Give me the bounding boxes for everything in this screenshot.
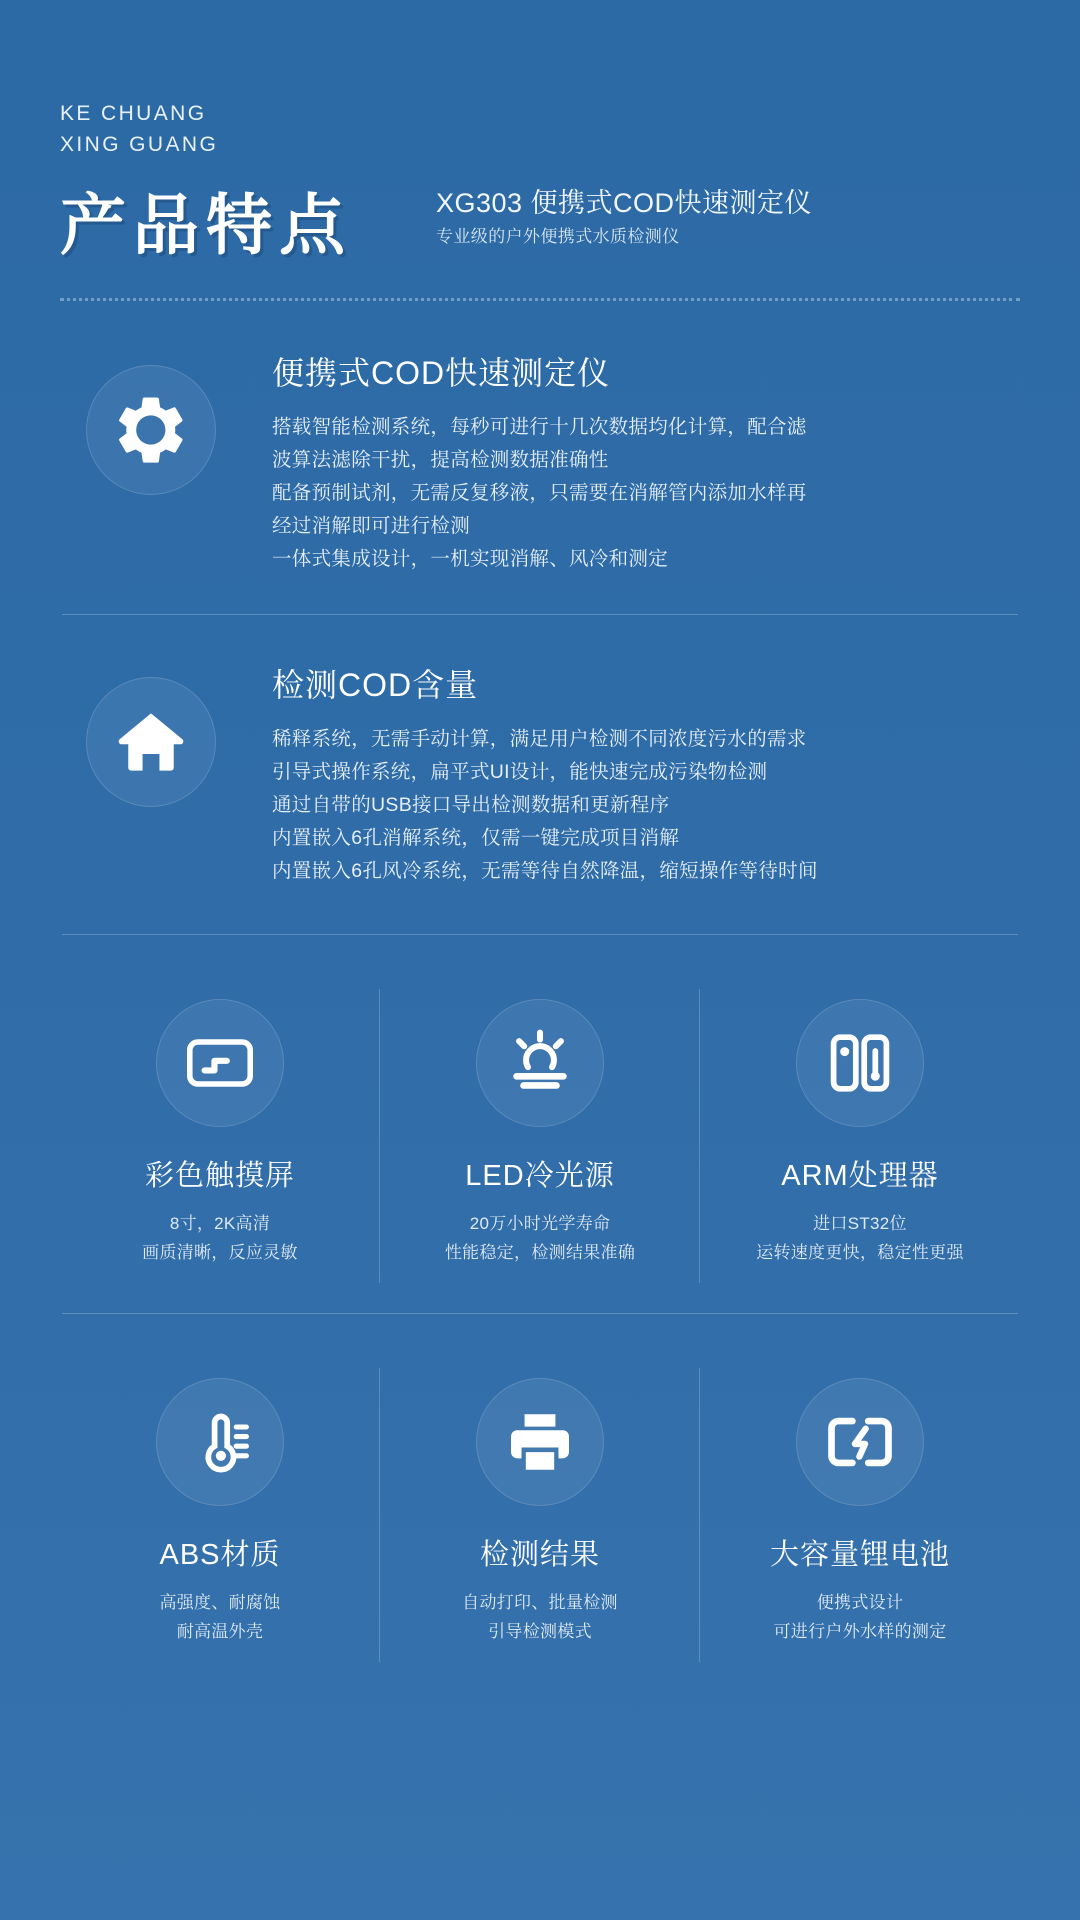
led-light-icon xyxy=(476,999,604,1127)
spec-desc-2: 运转速度更快，稳定性更强 xyxy=(756,1243,964,1262)
spec-desc-1: 8寸，2K高清 xyxy=(169,1214,271,1233)
thermometer-icon xyxy=(156,1378,284,1506)
section-divider-3 xyxy=(62,1313,1018,1314)
spec-cell-touchscreen xyxy=(60,943,380,1313)
spec-desc-1: 20万小时光学寿命 xyxy=(469,1214,611,1233)
spec-desc-2: 性能稳定，检测结果准确 xyxy=(444,1243,636,1262)
product-model: XG303 便携式COD快速测定仪 xyxy=(436,188,813,218)
chip-icon xyxy=(796,999,924,1127)
spec-cell-battery xyxy=(700,1322,1020,1692)
battery-charge-icon xyxy=(796,1378,924,1506)
spec-desc-2: 画质清晰，反应灵敏 xyxy=(142,1243,298,1262)
spec-desc-1: 便携式设计 xyxy=(816,1593,904,1612)
feature-1-line-1: 搭载智能检测系统，每秒可进行十几次数据均化计算，配合滤 xyxy=(272,416,807,438)
spec-title: 彩色触摸屏 xyxy=(144,1160,295,1192)
header-right xyxy=(436,184,812,264)
screen-icon xyxy=(156,999,284,1127)
feature-2-body xyxy=(272,723,818,888)
feature-1-line-5: 一体式集成设计，一机实现消解、风冷和测定 xyxy=(272,548,669,570)
feature-1-line-3: 配备预制试剂，无需反复移液，只需要在消解管内添加水样再 xyxy=(272,482,807,504)
header-row xyxy=(60,184,1020,264)
home-icon xyxy=(86,677,216,807)
feature-2-title: 检测COD含量 xyxy=(272,667,479,703)
spec-desc-1: 高强度、耐腐蚀 xyxy=(159,1593,281,1612)
spec-cell-result xyxy=(380,1322,700,1692)
feature-2-line-4: 内置嵌入6孔消解系统，仅需一键完成项目消解 xyxy=(272,827,680,849)
spec-title: 大容量锂电池 xyxy=(769,1539,950,1571)
printer-icon xyxy=(476,1378,604,1506)
spec-grid xyxy=(60,943,1020,1313)
spec-desc-2: 可进行户外水样的测定 xyxy=(773,1622,947,1641)
feature-block-2 xyxy=(60,615,1020,934)
feature-1-text xyxy=(272,345,807,576)
brand-line-2: XING GUANG xyxy=(60,133,219,156)
spec-title: ARM处理器 xyxy=(781,1160,939,1192)
spec-cell-led xyxy=(380,943,700,1313)
feature-2-line-2: 引导式操作系统，扁平式UI设计，能快速完成污染物检测 xyxy=(272,761,768,783)
brand-line-1: KE CHUANG xyxy=(60,102,207,125)
feature-1-line-2: 波算法滤除干扰，提高检测数据准确性 xyxy=(272,449,609,471)
spec-grid-2 xyxy=(60,1322,1020,1692)
feature-1-title: 便携式COD快速测定仪 xyxy=(272,355,611,391)
spec-desc-1: 自动打印、批量检测 xyxy=(462,1593,618,1612)
feature-2-line-5: 内置嵌入6孔风冷系统，无需等待自然降温，缩短操作等待时间 xyxy=(272,860,818,882)
brand-block xyxy=(60,0,1020,160)
dotted-divider xyxy=(60,298,1020,301)
spec-desc-1: 进口ST32位 xyxy=(813,1214,907,1233)
spec-title: 检测结果 xyxy=(479,1539,600,1571)
gear-icon xyxy=(86,365,216,495)
spec-title: ABS材质 xyxy=(159,1539,281,1571)
feature-1-line-4: 经过消解即可进行检测 xyxy=(272,515,471,537)
spec-cell-arm xyxy=(700,943,1020,1313)
feature-2-line-1: 稀释系统，无需手动计算，满足用户检测不同浓度污水的需求 xyxy=(272,728,807,750)
spec-cell-abs xyxy=(60,1322,380,1692)
spec-desc-2: 耐高温外壳 xyxy=(176,1622,264,1641)
page-title: 产品特点 xyxy=(60,187,352,264)
feature-2-line-3: 通过自带的USB接口导出检测数据和更新程序 xyxy=(272,794,670,816)
spec-desc-2: 引导检测模式 xyxy=(488,1622,592,1641)
feature-block-1 xyxy=(60,301,1020,614)
spec-title: LED冷光源 xyxy=(465,1160,615,1192)
section-divider-2 xyxy=(62,934,1018,935)
feature-1-body xyxy=(272,411,807,576)
feature-2-text xyxy=(272,657,818,888)
product-subtitle: 专业级的户外便携式水质检测仪 xyxy=(436,227,680,246)
